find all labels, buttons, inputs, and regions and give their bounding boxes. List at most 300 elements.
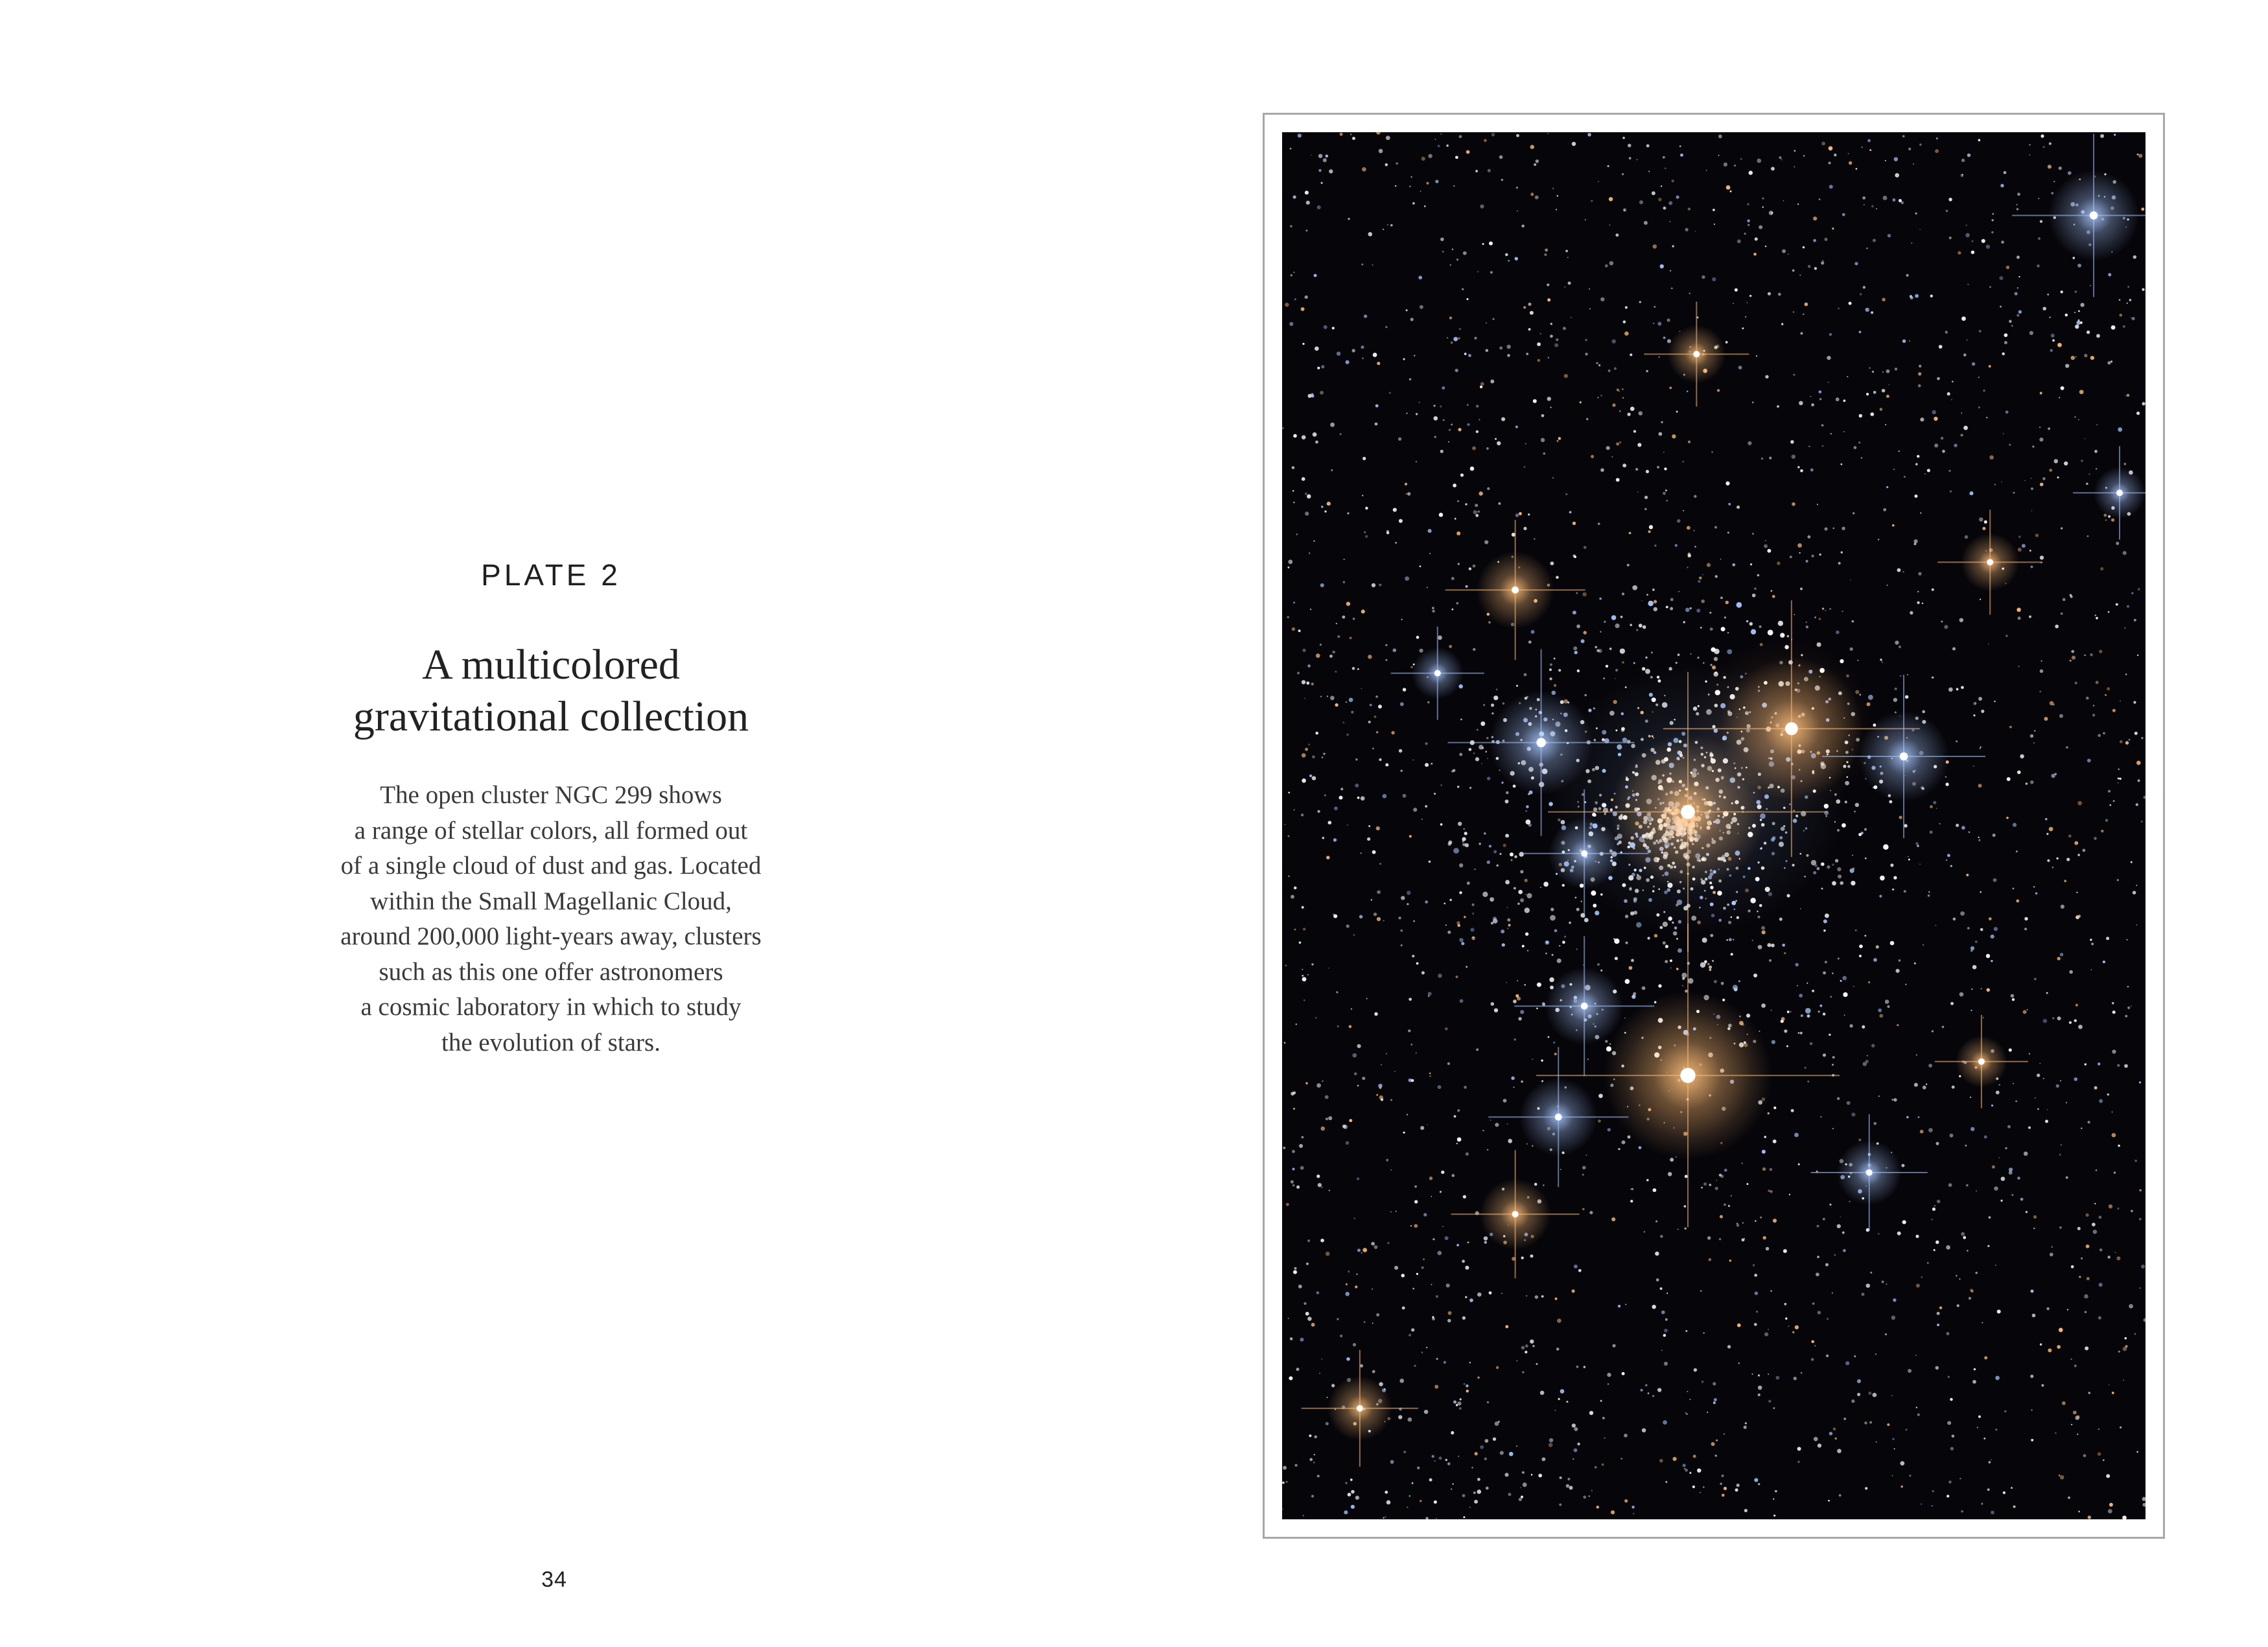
star (1528, 328, 1531, 331)
star (1618, 1305, 1620, 1307)
star (2141, 1265, 2145, 1268)
star (2138, 779, 2140, 782)
star (1956, 1275, 1957, 1276)
star (1374, 716, 1377, 718)
star (2000, 306, 2002, 308)
star (1894, 688, 1897, 690)
star (1598, 397, 1599, 399)
star (1989, 1216, 1991, 1219)
star (2093, 1230, 2098, 1234)
star (1654, 934, 1658, 938)
star (1465, 1266, 1469, 1270)
star (2017, 287, 2018, 288)
star (2032, 445, 2034, 447)
star (1644, 221, 1648, 225)
star (1711, 914, 1714, 917)
star (1287, 616, 1289, 618)
cluster-star (1837, 829, 1840, 832)
star (1305, 191, 1309, 194)
star (2090, 356, 2094, 360)
star (1558, 1398, 1560, 1400)
cluster-star (1489, 845, 1491, 847)
star (1761, 926, 1765, 930)
star (1435, 180, 1438, 183)
star (1762, 1167, 1766, 1171)
star (1663, 207, 1666, 210)
star (1484, 1236, 1488, 1241)
star (1642, 987, 1646, 990)
star (1316, 653, 1320, 658)
star (1475, 1452, 1478, 1455)
star (1709, 966, 1712, 969)
star (1442, 386, 1445, 390)
star (2139, 1189, 2142, 1192)
star (1760, 1217, 1762, 1219)
star (1769, 457, 1771, 460)
star (1486, 447, 1489, 450)
star (1948, 688, 1953, 692)
star (1357, 1178, 1359, 1180)
star (1322, 1187, 1323, 1188)
star (1302, 975, 1304, 977)
star (1624, 899, 1628, 903)
star (1530, 311, 1534, 315)
cluster-star (1685, 608, 1690, 613)
star (1946, 210, 1948, 213)
star (1899, 959, 1901, 962)
star (1654, 544, 1656, 546)
star (1346, 1357, 1350, 1361)
star (1347, 512, 1349, 514)
star (2136, 412, 2140, 415)
cluster-star (1593, 707, 1595, 709)
star (2131, 317, 2134, 320)
star (1752, 1373, 1753, 1375)
star (1680, 154, 1683, 157)
star (2005, 1147, 2007, 1149)
star (1904, 890, 1906, 893)
cluster-star (1760, 847, 1762, 849)
star (1501, 179, 1503, 181)
star (1420, 1500, 1421, 1502)
star (1398, 438, 1401, 441)
star (1970, 1010, 1972, 1011)
star (1565, 493, 1567, 495)
star (1794, 614, 1795, 615)
star (1994, 927, 1998, 931)
cluster-star (1631, 744, 1635, 749)
star (1871, 311, 1873, 314)
cluster-star (1864, 935, 1866, 937)
star (1945, 331, 1948, 333)
star (1466, 966, 1467, 968)
star (1302, 1136, 1304, 1139)
cluster-star (1617, 744, 1622, 749)
star (1678, 591, 1679, 592)
star (1314, 1436, 1317, 1439)
star (1737, 1324, 1741, 1327)
star (2059, 397, 2060, 398)
star (1540, 887, 1541, 888)
cluster-star (1664, 891, 1668, 894)
star (1628, 144, 1631, 148)
star (2136, 803, 2138, 806)
star (2131, 592, 2133, 594)
star (2017, 204, 2018, 205)
cluster-star (1596, 649, 1600, 652)
star (2039, 426, 2040, 428)
star (1607, 1373, 1611, 1377)
star (2047, 859, 2050, 862)
star (1714, 224, 1715, 225)
star (2052, 1246, 2053, 1248)
star (1578, 1269, 1582, 1272)
star (1344, 1510, 1348, 1514)
star (1777, 405, 1779, 408)
star (2074, 841, 2078, 845)
star (1736, 1484, 1740, 1487)
star (1362, 357, 1364, 359)
star (1758, 1374, 1760, 1376)
star (1659, 1459, 1663, 1462)
cluster-star (1618, 753, 1621, 756)
star (1425, 1517, 1428, 1519)
star (1761, 458, 1763, 460)
star (1623, 320, 1626, 323)
cluster-star (1733, 985, 1738, 990)
star (1799, 401, 1803, 406)
star (1505, 1325, 1508, 1328)
star (2110, 804, 2112, 806)
star (1480, 386, 1482, 388)
star (1469, 1298, 1473, 1302)
star (1649, 525, 1653, 529)
star (1287, 567, 1289, 568)
star (1309, 775, 1312, 777)
star (1302, 343, 1304, 345)
star (1418, 402, 1420, 403)
star (1753, 1264, 1755, 1267)
cluster-star (1606, 665, 1608, 668)
star (1364, 531, 1366, 533)
star (1956, 824, 1959, 827)
star (1521, 1080, 1523, 1082)
star (1919, 229, 1921, 230)
star (1490, 271, 1493, 274)
star (1769, 959, 1771, 962)
star (1759, 625, 1762, 628)
star (1980, 928, 1983, 931)
star (1782, 944, 1785, 947)
star (1496, 688, 1498, 690)
star (1515, 257, 1519, 261)
cluster-star (1806, 854, 1808, 857)
star (1349, 1119, 1352, 1122)
star (1462, 1316, 1466, 1320)
star (1784, 1303, 1786, 1305)
star (1600, 893, 1603, 896)
star (1993, 878, 1997, 882)
cluster-star (1731, 901, 1736, 905)
star (1633, 430, 1636, 433)
star (1583, 1495, 1586, 1499)
star (1444, 1361, 1446, 1364)
star (1682, 461, 1684, 463)
star (1821, 141, 1825, 145)
star (1434, 1501, 1437, 1504)
star (2123, 551, 2127, 555)
star (1841, 526, 1845, 530)
star (1904, 824, 1908, 828)
star (2109, 1204, 2112, 1208)
cluster-star (1727, 686, 1729, 688)
star (1908, 148, 1911, 150)
star (1736, 506, 1740, 509)
star (1935, 1366, 1939, 1370)
star (1466, 1152, 1469, 1156)
cluster-star (1768, 630, 1773, 636)
star (1991, 1511, 1994, 1515)
star (1348, 218, 1350, 220)
star (1602, 1417, 1605, 1419)
star (1533, 399, 1537, 403)
star (1311, 1323, 1315, 1327)
star (1307, 974, 1309, 975)
star (2016, 900, 2019, 903)
star (2114, 134, 2116, 135)
star (1383, 229, 1384, 230)
star (2108, 1509, 2112, 1513)
star (1819, 390, 1822, 393)
star (1703, 662, 1705, 664)
star (1890, 941, 1895, 946)
star (1724, 1169, 1727, 1172)
star (1324, 510, 1326, 512)
star (1622, 397, 1624, 399)
star (2071, 1424, 2072, 1425)
star (2051, 334, 2055, 338)
star (1550, 561, 1554, 565)
star (1799, 994, 1803, 998)
star (1520, 870, 1523, 873)
star (1438, 635, 1442, 640)
star (1318, 169, 1321, 172)
cluster-star (1817, 642, 1821, 647)
star (2075, 325, 2079, 329)
star (1440, 450, 1444, 453)
star (1915, 1235, 1919, 1238)
star (1658, 198, 1662, 202)
star (1720, 559, 1722, 560)
star (1458, 563, 1460, 565)
star (1374, 1245, 1378, 1249)
star (1493, 1438, 1496, 1441)
star (2100, 134, 2104, 138)
star (1576, 1366, 1579, 1368)
star (2105, 819, 2108, 822)
star (2068, 171, 2072, 175)
cluster-star (1587, 779, 1591, 783)
star (1967, 154, 1971, 158)
star (1387, 224, 1388, 226)
cluster-star (1658, 984, 1661, 987)
cluster-star (1841, 823, 1846, 828)
star (1920, 417, 1924, 421)
star (1852, 855, 1853, 856)
cluster-star (1748, 867, 1751, 870)
star (1839, 1494, 1841, 1497)
cluster-star (1645, 657, 1647, 659)
star (1637, 491, 1639, 493)
star (1355, 758, 1358, 761)
star (1606, 446, 1610, 450)
star (2112, 1112, 2113, 1113)
cluster-star (1688, 978, 1694, 984)
star (1891, 1475, 1893, 1477)
star (1684, 1468, 1685, 1469)
star (1765, 375, 1768, 379)
cluster-star (1609, 710, 1615, 716)
star (2024, 480, 2026, 482)
star (1636, 159, 1637, 160)
star (1466, 585, 1468, 588)
star (2094, 1203, 2096, 1204)
star (1530, 145, 1534, 148)
star (1655, 703, 1658, 706)
cluster-star (1787, 635, 1789, 637)
star (1362, 457, 1366, 460)
star (2066, 746, 2068, 749)
star (1734, 165, 1736, 167)
star (1314, 274, 1317, 277)
star (1914, 1083, 1918, 1087)
cluster-star (1677, 889, 1681, 893)
star (1467, 423, 1469, 426)
star (1569, 511, 1572, 513)
star (1603, 677, 1605, 679)
cluster-star (1734, 909, 1736, 911)
star (1676, 968, 1679, 970)
cluster-star (1665, 960, 1668, 963)
star (1324, 325, 1327, 329)
cluster-star (1750, 898, 1756, 904)
star (1641, 711, 1644, 714)
star (1773, 1106, 1776, 1109)
star (1327, 502, 1331, 506)
star (1456, 1244, 1459, 1246)
cluster-star (1823, 1012, 1826, 1016)
star (1794, 810, 1795, 811)
star (1946, 783, 1949, 786)
star (1300, 1166, 1304, 1170)
star (1361, 688, 1362, 689)
star (1611, 456, 1613, 458)
star (1792, 502, 1795, 506)
star (1914, 539, 1918, 543)
star (1398, 1415, 1402, 1419)
star (1421, 1267, 1424, 1269)
star (1639, 301, 1641, 303)
star (1597, 963, 1600, 966)
star (1812, 1302, 1815, 1305)
star (1484, 1241, 1488, 1244)
star (1790, 1011, 1792, 1012)
cluster-star (1625, 686, 1627, 688)
star (2059, 1475, 2061, 1477)
star (1932, 677, 1934, 679)
star (1572, 1423, 1576, 1427)
star (1709, 612, 1711, 614)
star (1465, 843, 1469, 847)
star (1950, 865, 1952, 867)
star (2042, 307, 2046, 310)
star (2049, 469, 2052, 472)
star (1661, 185, 1662, 187)
star (1858, 1139, 1861, 1141)
star (2125, 673, 2127, 675)
star (1504, 1473, 1508, 1477)
star (1715, 1187, 1718, 1190)
cluster-star (1499, 853, 1501, 855)
star (1550, 663, 1552, 666)
star (1888, 234, 1891, 237)
plate-title-line: gravitational collection (353, 693, 749, 740)
cluster-star (1673, 931, 1678, 936)
star (1725, 601, 1729, 604)
star (1368, 825, 1370, 827)
cluster-star (1453, 848, 1459, 854)
star (2060, 953, 2063, 956)
cluster-star (1663, 941, 1666, 944)
star (1999, 276, 2003, 280)
star (1787, 894, 1790, 897)
star (1340, 1335, 1342, 1337)
star (1429, 1176, 1432, 1180)
star (1470, 928, 1474, 931)
star (1406, 412, 1408, 414)
star (2018, 616, 2021, 620)
star (1425, 742, 1427, 745)
star (1740, 158, 1742, 160)
star (2016, 850, 2018, 852)
star (1355, 784, 1359, 788)
star (1701, 275, 1705, 279)
star (1656, 1278, 1659, 1281)
star (1947, 1421, 1951, 1425)
star (1821, 424, 1824, 426)
star (2081, 460, 2083, 462)
star (1453, 1400, 1456, 1403)
star (2018, 548, 2022, 552)
cluster-star (1840, 659, 1843, 663)
star (2093, 705, 2095, 707)
star (1307, 495, 1311, 499)
star (1918, 372, 1921, 375)
star (1429, 1478, 1432, 1482)
star (1668, 1172, 1672, 1176)
star (1703, 1486, 1705, 1488)
star (1644, 496, 1648, 499)
star (1391, 731, 1394, 734)
star (1908, 856, 1909, 858)
star (1671, 288, 1673, 290)
star (2066, 1102, 2067, 1103)
star (2062, 1401, 2066, 1405)
star (2004, 171, 2007, 174)
star (2090, 285, 2091, 286)
star (1853, 512, 1854, 514)
cluster-star (1761, 1003, 1766, 1008)
